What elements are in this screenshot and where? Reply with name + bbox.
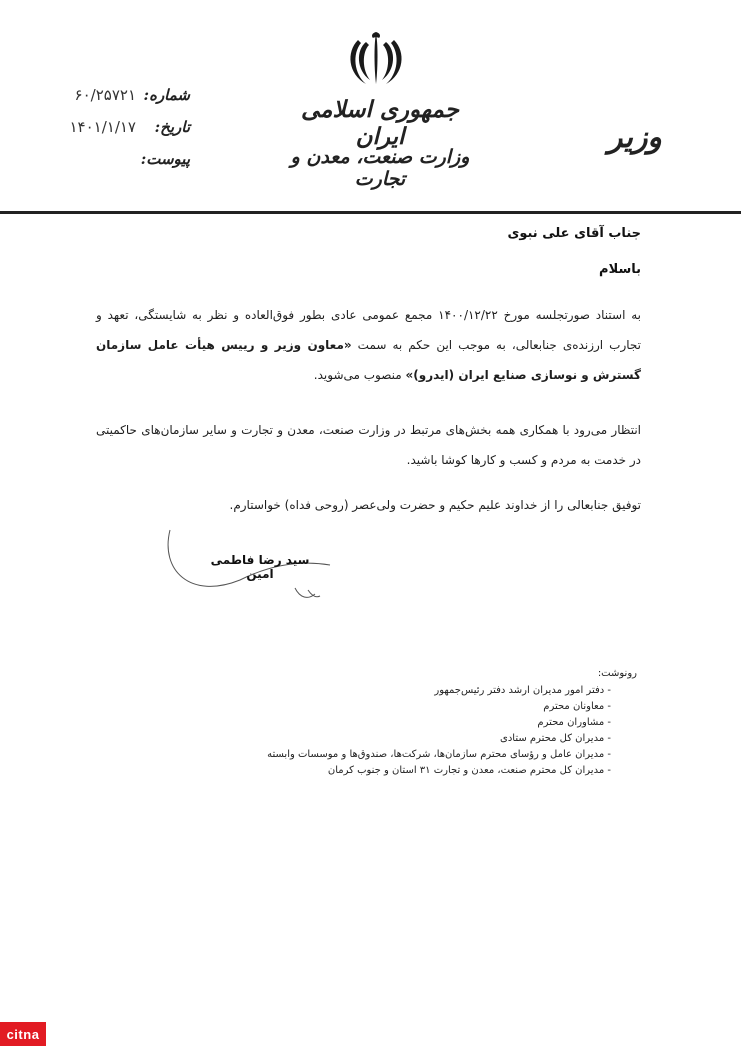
date-row xyxy=(20,118,190,150)
appointment-position: «معاون وزیر و رییس هیأت عامل سازمان گسترش و نوسازی صنایع ایران (ایدرو)» xyxy=(96,338,641,382)
paragraph-expectation: انتظار می‌رود با همکاری همه بخش‌های مرتبط در وزارت صنعت، معدن و تجارت و سایر سازمان‌های حاکمیتی در خدمت به مردم و کسب و کارها کوشا باشید. xyxy=(96,423,641,467)
attachment-label: پیوست: xyxy=(140,150,190,168)
cc-item: - معاونان محترم xyxy=(191,699,611,715)
appointment-text: به استناد صورتجلسه مورخ ۱۴۰۰/۱۲/۲۲ مجمع عمومی عادی بطور فوق‌العاده و نظر به شایستگی، تعهد و تجارب ارزنده‌ی جنابعالی، به موجب این حکم به سمت xyxy=(96,308,641,352)
signatory-name: سید رضا فاطمی امین xyxy=(210,553,310,581)
date-label: تاریخ: xyxy=(154,118,190,136)
number-row xyxy=(20,86,190,118)
cc-item: - دفتر امور مدیران ارشد دفتر رئیس‌جمهور xyxy=(191,683,611,699)
number-label: شماره: xyxy=(143,86,190,104)
cc-item: - مشاوران محترم xyxy=(191,715,611,731)
citna-logo: citna xyxy=(0,1022,46,1046)
recipient: جناب آقای علی نبوی xyxy=(507,226,641,241)
letter-meta xyxy=(20,86,190,182)
paragraph-closing: توفیق جنابعالی را از خداوند علیم حکیم و حضرت ولی‌عصر (روحی فداه) خواستارم. xyxy=(229,498,641,512)
state-name: جمهوری اسلامی ایران xyxy=(301,96,459,150)
greeting: باسلام xyxy=(599,262,641,277)
cc-item: - مدیران کل محترم صنعت، معدن و تجارت ۳۱ استان و جنوب کرمان xyxy=(191,763,611,779)
iran-emblem-icon xyxy=(344,28,408,92)
number-value: ۶۰/۲۵۷۲۱ xyxy=(74,86,136,104)
cc-title: رونوشت: xyxy=(597,668,637,679)
minister-title: وزیر xyxy=(608,120,662,155)
cc-list xyxy=(191,683,611,779)
paragraph-appointment xyxy=(96,300,641,390)
appointment-end: منصوب می‌شوید. xyxy=(313,368,406,382)
cc-item: - مدیران کل محترم ستادی xyxy=(191,731,611,747)
attachment-row xyxy=(20,150,190,182)
header-divider xyxy=(0,211,741,214)
date-value: ۱۴۰۱/۱/۱۷ xyxy=(69,118,136,136)
ministry-name: وزارت صنعت، معدن و تجارت xyxy=(290,146,470,190)
cc-item: - مدیران عامل و رؤسای محترم سازمان‌ها، شرکت‌ها، صندوق‌ها و موسسات وابسته xyxy=(191,747,611,763)
